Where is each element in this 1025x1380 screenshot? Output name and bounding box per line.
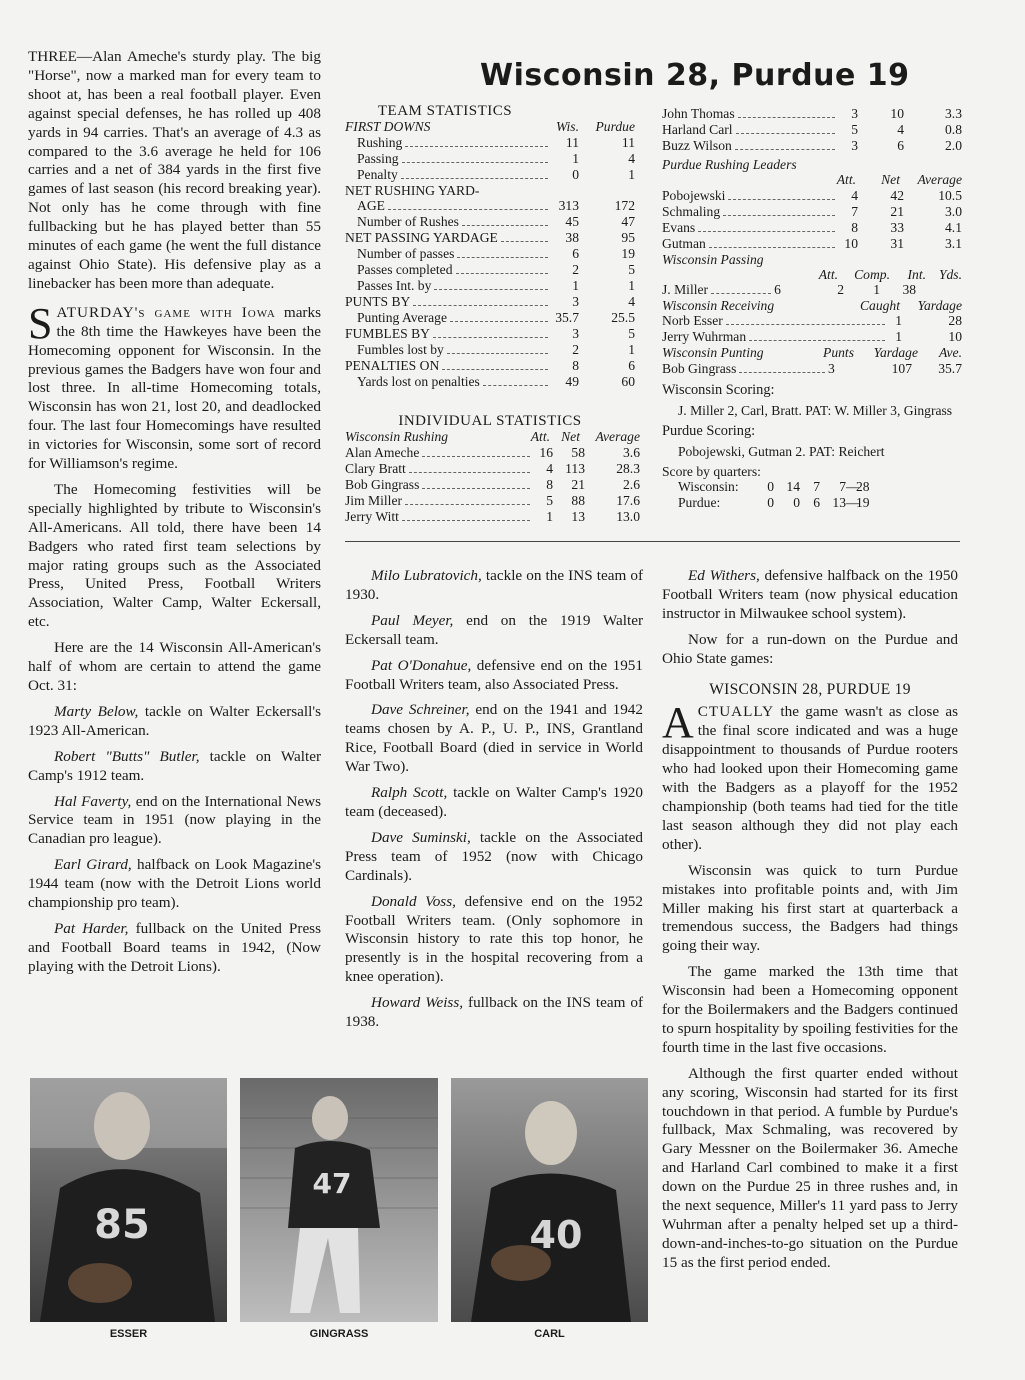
rushing-row: Jerry Witt 1 13 13.0: [345, 508, 640, 524]
all-american-entry: Robert "Butts" Butler, tackle on Walter Camp's 1912 team.: [28, 747, 322, 784]
passing-row: J. Miller 6 2 1 38: [662, 282, 917, 298]
all-american-entry: Milo Lubratovich, tackle on the INS team of 1930.: [345, 567, 644, 603]
photo-caption-gingrass: GINGRASS: [309, 1328, 369, 1340]
saturday-paragraph: SATURDAY's game with Iowa marks the 8th time the Hawkeyes have been the Homecoming opponent for Wisconsin. In the previous games the Badgers have won four and lost three. In all-time Homecoming totals, Wisconsin has won 21, lost 20, and deadlocked four. The last four Homecomings have resulted in victories for Wisconsin, some sort of record for Williamson's regime.: [28, 298, 321, 473]
festivities-paragraph: The Homecoming festivities will be specially highlighted by tribute to Wisconsin's All-Americans. All told, there have been 14 Badgers who rated first team selections by major rating groups such as the Associated Press, United Press, Football Writers Association, Walter Camp, Walter Eckersall, etc.: [28, 480, 321, 631]
stat-row: Passing 1 4: [357, 150, 635, 166]
right-statistics: John Thomas 3 10 3.3 Harland Carl 5 4 0.8 Buzz Wilson 3 6 2.0 Purdue Rushing Leaders Att. Net Average Pobojewski 4 42 10.5 Schmaling 7 21 3.0 Evans 8 33 4.1 Gutman 10 31 3.1 Wisconsin Passing Att. Comp. Int. Yds. J. Miller 6 2 1 38 Wisconsin Receiving Caught Yardage Norb Esser 1 28 Jerry Wuhrman 1 10 Wisconsin Punting Punts Yardage Ave. Bob Gingrass 3 107 35.7 Wisconsin Scoring: J. Miller 2, Carl, Bratt. PAT: W. Miller 3, Gingrass Purdue Scoring: Pobojewski, Gutman 2. PAT: Reichert Score by quarters: Wisconsin: 0 14 7 7 — 28 Purdue: 0 0 6 13 — 19: [662, 106, 962, 510]
all-american-entry: Dave Suminski, tackle on the Associated Press team of 1952 (now with Chicago Cardinals).: [345, 828, 643, 884]
all-american-entry: Ed Withers, defensive halfback on the 1950 Football Writers team (now physical education instructor in Milwaukee school system).: [662, 567, 959, 622]
team-stats-table: [345, 119, 635, 390]
team-stats-header: FIRST DOWNS Wis. Purdue: [345, 119, 635, 135]
quarter-row: Purdue: 0 0 6 13 — 19: [678, 494, 870, 510]
stat-row: Rushing 11 11: [357, 134, 635, 150]
score-by-quarters: [662, 479, 962, 510]
all-american-entry: Pat O'Donahue, defensive end on the 1951 Football Writers team, also Associated Press.: [345, 656, 643, 693]
all-american-entry: Marty Below, tackle on Walter Eckersall's 1923 All-American.: [28, 702, 321, 739]
individual-rushing-table: [345, 445, 640, 525]
stat-row: PUNTS BY 3 4: [345, 293, 635, 309]
all-american-entry: Paul Meyer, end on the 1919 Walter Eckersall team.: [345, 611, 643, 648]
wisconsin-rushing-continued: [662, 106, 962, 154]
svg-text:47: 47: [312, 1167, 352, 1200]
all-american-entry: Ralph Scott, tackle on Walter Camp's 1920 team (deceased).: [345, 784, 643, 820]
all-american-entry: Hal Faverty, end on the International News Service team in 1951 (now playing in the Canadian pro league).: [28, 792, 321, 848]
game-paragraph: The game marked the 13th time that Wisconsin had been a Homecoming opponent for the Boilermakers and the Badgers continued to spurn hospitality by spoiling festivities for the fourth time in the last five occasions.: [662, 963, 958, 1056]
stat-row: Number of Rushes 45 47: [357, 213, 635, 229]
stat-row: Passes Int. by 1 1: [357, 277, 635, 293]
score-by-quarters-title: Score by quarters:: [662, 463, 761, 479]
receiving-table: [662, 313, 962, 345]
stat-row: Fumbles lost by 2 1: [357, 341, 635, 357]
purdue-rushing-table: [662, 188, 962, 252]
purdue-scoring-title: Purdue Scoring:: [662, 423, 756, 440]
rushing-row: Gutman 10 31 3.1: [662, 235, 962, 251]
stat-row: Yards lost on penalties 49 60: [357, 373, 635, 389]
quarter-row: Wisconsin: 0 14 7 7 — 28: [678, 479, 870, 495]
game-paragraph: Although the first quarter ended without any scoring, Wisconsin had started for its first touchdown in that period. A fumble by Purdue's fullback, Max Schmaling, was recovered by Gary Messner on the Boilermaker 36. Ameche and Harland Carl combined to make it a first down on the Purdue 25 in three rushes and, in the next sequence, Miller's 11 yard pass to Jerry Wuhrman after a penalty helped set up a third-down-and-inches-to-go situation on the Purdue 15 as the first period ended.: [662, 1064, 958, 1271]
rushing-row: Clary Bratt 4 113 28.3: [345, 460, 640, 476]
all-american-entry: Donald Voss, defensive end on the 1952 Football Writers team. (Only sophomore in Wisconsin history to rate this top honor, he presently is in the hospital recovering from a knee operation).: [345, 892, 643, 986]
headline: Wisconsin 28, Purdue 19: [480, 58, 910, 93]
rushing-row: Buzz Wilson 3 6 2.0: [662, 138, 962, 153]
rushing-row: Evans 8 33 4.1: [662, 219, 962, 235]
stat-row: Punting Average 35.7 25.5: [357, 309, 635, 325]
stat-row: Passes completed 2 5: [357, 261, 635, 277]
rundown-paragraph: Now for a run-down on the Purdue and Ohio State games:: [662, 630, 958, 667]
receiving-row: Norb Esser 1 28: [662, 313, 962, 329]
right-column: [662, 567, 958, 1280]
drop-cap-a: A: [662, 698, 694, 748]
all-american-entry: Earl Girard, halfback on Look Magazine's 1944 team (now with the Detroit Lions world championship pro team).: [28, 856, 321, 912]
stat-row: Number of passes 6 19: [357, 245, 635, 261]
actually-paragraph: ACTUALLY the game wasn't as close as the final score indicated and was a huge disappointment to thousands of Purdue rooters who had looked upon their Homecoming game with the Badgers as a playoff for the 1952 championship (both teams had tied for the title last season although they did not play each other).: [662, 698, 959, 853]
photo-caption-esser: ESSER: [109, 1328, 148, 1340]
photo-gingrass: [240, 1078, 438, 1322]
rushing-row: Alan Ameche 16 58 3.6: [345, 444, 640, 460]
stat-row: PENALTIES ON 8 6: [345, 357, 635, 373]
all-american-entry: Dave Schreiner, end on the 1941 and 1942 teams chosen by A. P., U. P., INS, Grantland Rice, Football Board (died in service in World War Two).: [345, 701, 643, 776]
stat-row: NET RUSHING YARD-: [345, 182, 480, 198]
game-subhead: WISCONSIN 28, PURDUE 19: [709, 680, 911, 698]
player-photo-icon: [240, 1078, 438, 1322]
rushing-row: Bob Gingrass 8 21 2.6: [345, 476, 640, 492]
rushing-row: Schmaling 7 21 3.0: [662, 203, 962, 219]
wisconsin-passing-title: Wisconsin Passing: [662, 251, 764, 267]
svg-text:85: 85: [94, 1202, 150, 1248]
left-column: [28, 48, 321, 984]
receiving-row: Jerry Wuhrman 1 10: [662, 329, 962, 345]
svg-text:40: 40: [529, 1213, 583, 1257]
player-photo-icon: [30, 1078, 227, 1322]
game-paragraph: Wisconsin was quick to turn Purdue mistakes into profitable points and, with Jim Miller making his first start at quarterback a tremendous success, the Badgers had things going their way.: [662, 861, 958, 955]
ameche-paragraph: THREE—Alan Ameche's sturdy play. The big "Horse", now a marked man for every team to shoot at, has been a real football player. Even against special defenses, he has rolled up 408 yards in 94 carries. That's an average of 4.3 as compared to the 3.6 average he held for 106 carries and a net of 384 yards in the first five games of last season (his record breaking year). Not only has he come through with fine fullbacking but he has played better than 55 minutes of each game (he went the full distance against Ohio State). His defensive play as a linebacker has been more than adequate.: [28, 48, 321, 292]
stat-row: FUMBLES BY 3 5: [345, 325, 635, 341]
wisconsin-scoring-title: Wisconsin Scoring:: [662, 381, 775, 398]
rushing-row: Jim Miller 5 88 17.6: [345, 492, 640, 508]
rushing-row: Harland Carl 5 4 0.8: [662, 122, 962, 137]
stat-row: Penalty 0 1: [357, 166, 635, 182]
team-stats-title: TEAM STATISTICS: [377, 103, 513, 119]
middle-column: [345, 567, 643, 1039]
rushing-row: John Thomas 3 10 3.3: [662, 106, 962, 121]
section-label: Wisconsin Rushing: [345, 429, 449, 445]
punting-row: Bob Gingrass 3 107 35.7: [662, 360, 962, 376]
photo-caption-carl: CARL: [534, 1328, 565, 1340]
stat-row: NET PASSING YARDAGE 38 95: [345, 229, 635, 245]
individual-stats-title: INDIVIDUAL STATISTICS: [398, 413, 582, 429]
rushing-row: Pobojewski 4 42 10.5: [662, 187, 962, 203]
purdue-rushing-title: Purdue Rushing Leaders: [662, 157, 797, 172]
player-photo-icon: [451, 1078, 648, 1322]
team-statistics: [345, 104, 635, 390]
section-divider: [345, 541, 960, 542]
all-american-entry: Pat Harder, fullback on the United Press and Football Board teams in 1942, (Now playing with the Detroit Lions).: [28, 919, 322, 975]
wisconsin-punting-title: Wisconsin Punting: [662, 345, 764, 361]
all-american-entry: Howard Weiss, fullback on the INS team of 1938.: [345, 994, 644, 1031]
individual-statistics: INDIVIDUAL STATISTICS Wisconsin Rushing Att. Net Average Alan Ameche 16 58 3.6 Clary Bratt 4 113 28.3 Bob Gingrass 8 21 2.6 Jim Miller 5 88 17.6 Jerry Witt 1 13 13.0: [345, 413, 640, 524]
stat-row: AGE 313 172: [357, 197, 635, 213]
photo-esser: [30, 1078, 227, 1322]
drop-cap-s: S: [28, 298, 53, 348]
here-paragraph: Here are the 14 Wisconsin All-American's half of whom are certain to attend the game Oct. 31:: [28, 639, 321, 694]
wisconsin-receiving-title: Wisconsin Receiving: [662, 298, 775, 314]
purdue-scoring: Pobojewski, Gutman 2. PAT: Reichert: [678, 443, 885, 459]
wisconsin-scoring: J. Miller 2, Carl, Bratt. PAT: W. Miller 3, Gingrass: [678, 403, 953, 419]
photo-carl: [451, 1078, 648, 1322]
